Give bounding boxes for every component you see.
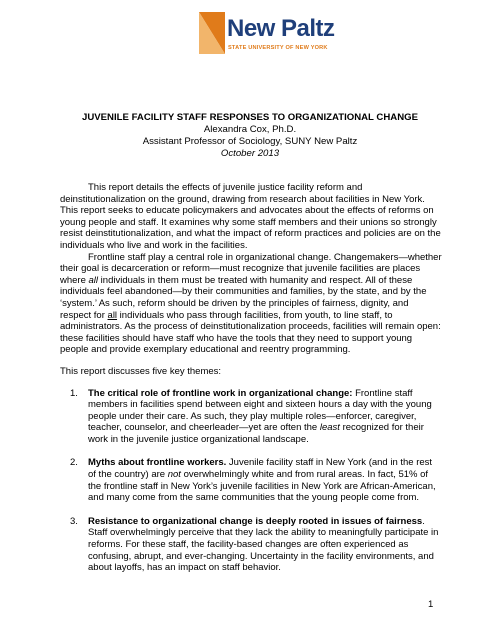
list-number: 3. <box>70 515 78 527</box>
themes-intro: This report discusses five key themes: <box>60 365 222 377</box>
report-body <box>60 182 442 586</box>
list-number: 2. <box>70 457 78 469</box>
emphasis-all: all <box>88 274 99 286</box>
author-position: Assistant Professor of Sociology, SUNY New Paltz <box>142 136 358 147</box>
page-number: 1 <box>428 599 434 610</box>
underline-all: all <box>107 309 118 321</box>
theme-heading: Myths about frontline workers. <box>88 457 227 469</box>
frontline-paragraph: Frontline staff play a central role in organizational change. Changemakers—whether their goal is decarceration or reform—must recognize that juvenile facilities are places where all individuals in them must be treated with humanity and respect. All of these individuals feel abandoned—by their communities and families, by the state, and by the ‘system.’ As such, reform should be driven by the principles of fairness, dignity, and respect for all individuals who pass through facilities, from youth, to line staff, to administrators. As the process of deinstitutionalization proceeds, facilities will remain open: these facilities should have staff who have the tools that they need to support young people and provide exemplary educational and reentry programming. <box>60 251 442 356</box>
intro-paragraph: This report details the effects of juvenile justice facility reform and deinstitutionalization on the ground, drawing from research about facilities in New York. This report seeks to educate policymakers and advocates about the effects of reforms on young people and staff. It examines why some staff members and their unions so strongly resist deinstitutionalization, and what the impact of reform practices and policies are on the individuals who live and work in the facilities. <box>60 182 441 251</box>
list-item: 2. Myths about frontline workers. Juvenile facility staff in New York (and in the rest of the country) are not overwhelmingly white and from rural areas. In fact, 51% of the frontline staff in New York’s juvenile facilities in New York are African-American, and many come from the same communities that the young people come from. <box>70 457 436 504</box>
logo-subtitle: STATE UNIVERSITY OF NEW YORK <box>228 45 328 51</box>
themes-list <box>60 388 442 574</box>
theme-heading: The critical role of frontline work in organizational change: <box>88 387 353 399</box>
report-date: October 2013 <box>220 148 280 159</box>
new-paltz-logo <box>197 10 335 60</box>
author-name: Alexandra Cox, Ph.D. <box>203 124 297 135</box>
theme-heading: Resistance to organizational change is deeply rooted in issues of fairness <box>88 515 423 527</box>
report-header <box>60 112 440 160</box>
logo-wordmark: New Paltz <box>227 15 335 42</box>
list-item: 1. The critical role of frontline work in organizational change: Frontline staff members in facilities spend between eight and sixteen hours a day with the young people under their care. As such, they play multiple roles—enforcer, caregiver, teacher, counselor, and cheerleader—yet are often the least recognized for their work in the juvenile justice organizational landscape. <box>70 387 432 445</box>
report-title: JUVENILE FACILITY STAFF RESPONSES TO ORGANIZATIONAL CHANGE <box>82 112 418 123</box>
new-paltz-logo-mark-icon <box>197 10 227 56</box>
list-number: 1. <box>70 387 78 399</box>
list-item: 3. Resistance to organizational change is deeply rooted in issues of fairness. Staff overwhelmingly perceive that they lack the ability to meaningfully participate in reforms. For these staff, the facility-based changes are often experienced as confusing, abrupt, and ever-changing. Uncertainty in the facility environments, and about layoffs, has an impact on staff behavior. <box>70 515 439 574</box>
